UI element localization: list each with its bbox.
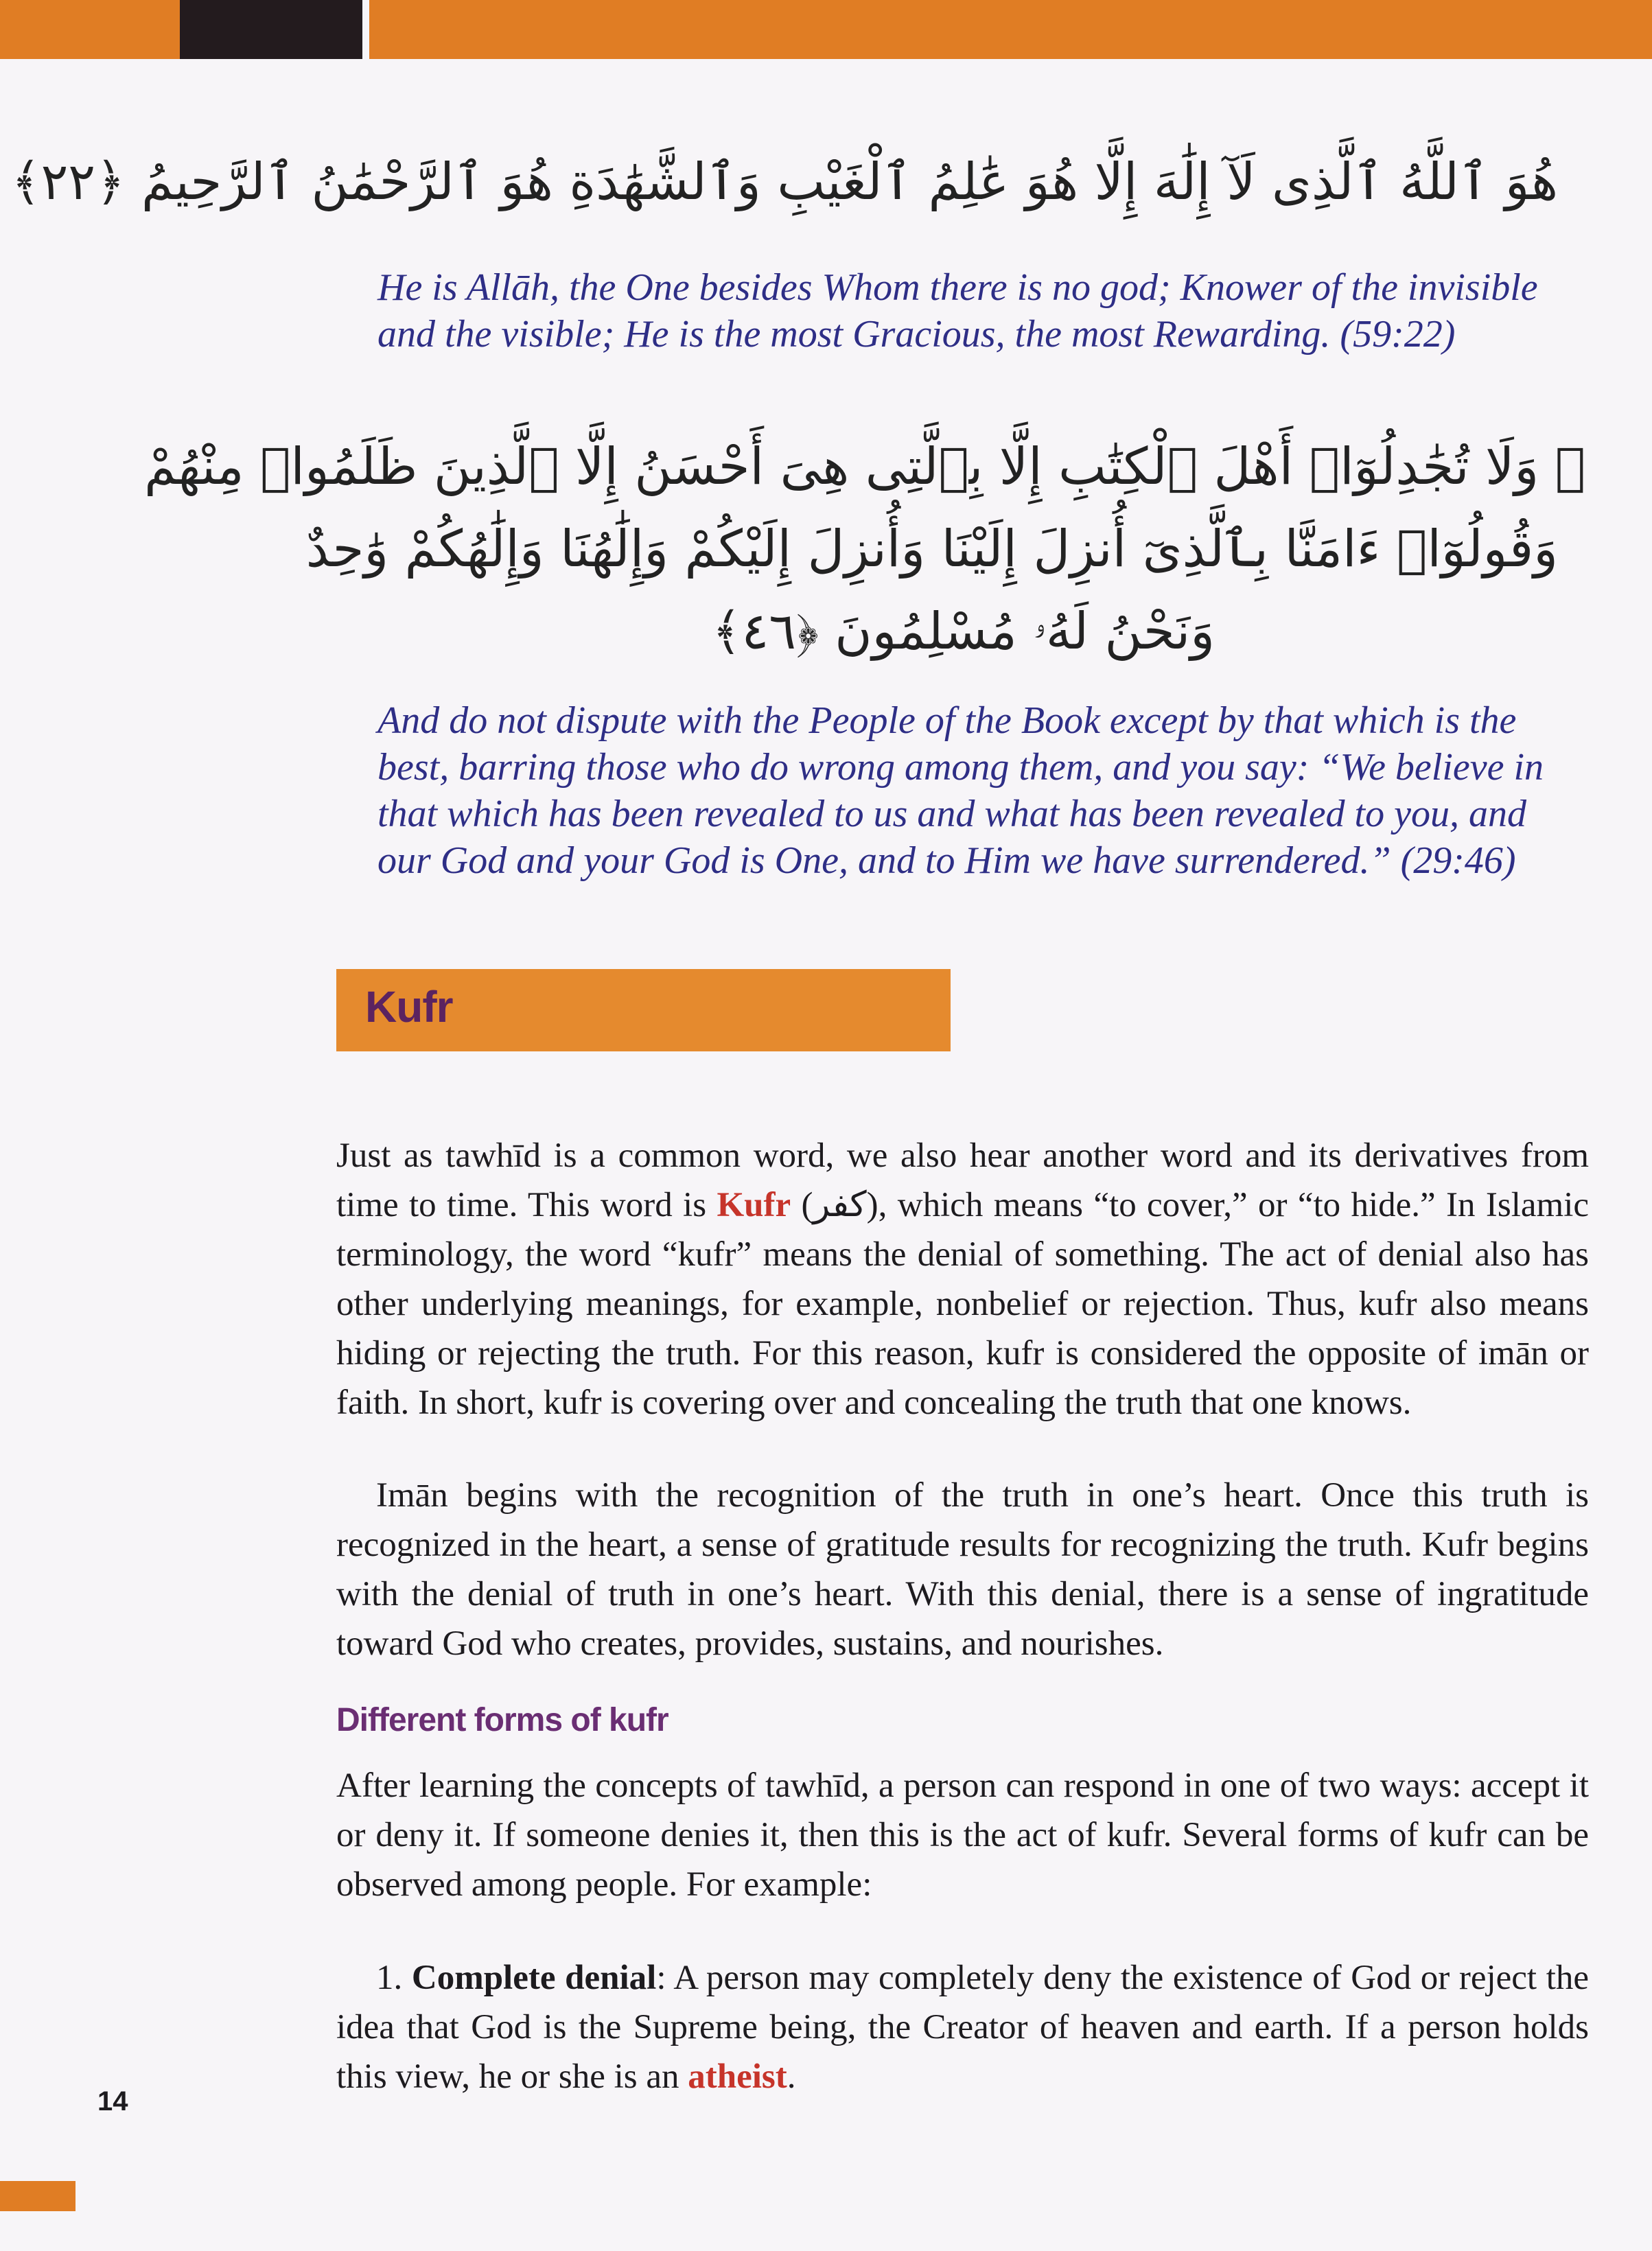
- verse2-arabic-line-1: ۞ وَلَا تُجَٰدِلُوٓا۟ أَهْلَ ٱلْكِتَٰبِ إِلَّا بِٱلَّتِى هِىَ أَحْسَنُ إِلَّا ٱلَّذِينَ ظَلَمُوا۟ مِنْهُمْ: [144, 437, 1585, 496]
- verse1-translation: He is Allāh, the One besides Whom there is no god; Knower of the invisible and the visible; He is the most Gracious, the most Rewarding. (59:22): [377, 266, 1538, 355]
- footer-orange-bar: [0, 2181, 75, 2211]
- page-number: 14: [97, 2086, 128, 2116]
- paragraph-kufr-definition: [336, 1131, 1589, 1427]
- keyword-kufr: Kufr: [717, 1186, 791, 1224]
- verse2-arabic-line-3: وَنَحْنُ لَهُۥ مُسْلِمُونَ ﴿٤٦﴾: [712, 602, 1215, 661]
- list-item-text: : A person may completely deny the existence of God or reject the idea that God is the Supreme being, the Creator of heaven and earth. If a person holds this view, he or she is an: [336, 1959, 1589, 2096]
- verse2-translation: And do not dispute with the People of the Book except by that which is the best, barring those who do wrong among them, and you say: “We believe in that which has been revealed to us and what has been revealed to you, and our God and your God is One, and to Him we have surrendered.” (29:46): [377, 699, 1544, 882]
- section-banner: [336, 969, 951, 1051]
- paragraph1-part1: Just as tawhīd is a common word, we also hear another word and its derivatives from time to time. This word is: [336, 1136, 1589, 1224]
- list-item-number: 1.: [376, 1959, 412, 1997]
- list-item-term: Complete denial: [411, 1959, 657, 1997]
- verse2-arabic-line-2: وَقُولُوٓا۟ ءَامَنَّا بِٱلَّذِىٓ أُنزِلَ إِلَيْنَا وَأُنزِلَ إِلَيْكُمْ وَإِلَٰهُنَا وَإِلَٰهُكُمْ وَٰحِدٌ: [305, 520, 1558, 579]
- keyword-atheist: atheist: [688, 2057, 787, 2096]
- top-dark-block: [180, 0, 362, 59]
- paragraph-iman-kufr: Imān begins with the recognition of the truth in one’s heart. Once this truth is recognized in the heart, a sense of gratitude results for recognizing the truth. Kufr begins with the denial of truth in one’s heart. With this denial, there is a sense of ingratitude toward God who creates, provides, sustains, and nourishes.: [336, 1476, 1589, 1663]
- top-bar-gap: [362, 0, 369, 59]
- paragraph-responses: After learning the concepts of tawhīd, a person can respond in one of two ways: accept it or deny it. If someone denies it, then this is the act of kufr. Several forms of kufr can be observed among people. For example:: [336, 1766, 1589, 1904]
- list-item-complete-denial: [336, 1953, 1589, 2101]
- list-item-end: .: [787, 2057, 796, 2096]
- section-title: Kufr: [365, 982, 453, 1031]
- paragraph1-part2: (كفر), which means “to cover,” or “to hide.” In Islamic terminology, the word “kufr” means the denial of something. The act of denial also has other underlying meanings, for example, nonbelief or rejection. Thus, kufr also means hiding or rejecting the truth. For this reason, kufr is considered the opposite of imān or faith. In short, kufr is covering over and concealing the truth that one knows.: [336, 1186, 1590, 1422]
- subheading-forms-of-kufr: Different forms of kufr: [336, 1702, 668, 1738]
- verse1-arabic: هُوَ ٱللَّهُ ٱلَّذِى لَآ إِلَٰهَ إِلَّا هُوَ عَٰلِمُ ٱلْغَيْبِ وَٱلشَّهَٰدَةِ هُوَ ٱلرَّحْمَٰنُ ٱلرَّحِيمُ ﴿٢٢﴾: [11, 152, 1558, 211]
